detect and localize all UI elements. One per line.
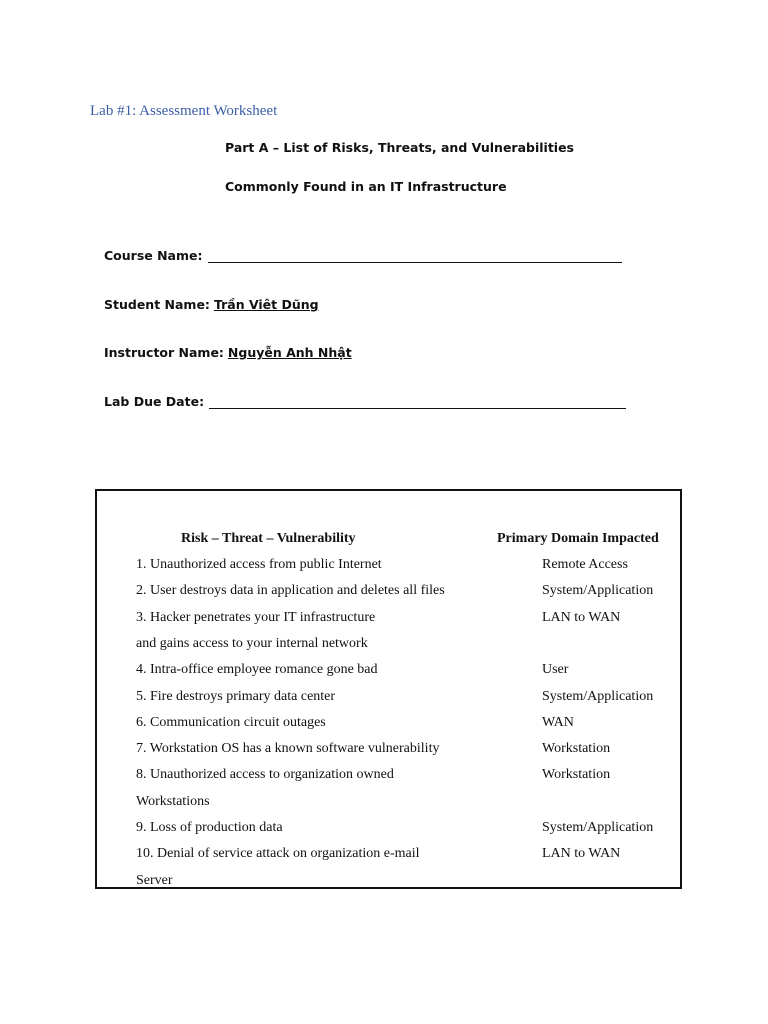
lab-due-date-field xyxy=(104,394,626,409)
part-heading-line1: Part A – List of Risks, Threats, and Vulnerabilities xyxy=(225,140,574,155)
course-name-label: Course Name: xyxy=(104,248,203,263)
domain-cell: System/Application xyxy=(542,688,654,704)
domain-cell: LAN to WAN xyxy=(542,609,621,625)
student-name-field xyxy=(104,297,319,312)
domain-cell: Workstation xyxy=(542,741,611,757)
risk-cell: 10. Denial of service attack on organization e-mail xyxy=(136,846,420,862)
part-heading-line2: Commonly Found in an IT Infrastructure xyxy=(225,179,507,194)
risk-cell: Server xyxy=(136,872,173,888)
course-name-field xyxy=(104,248,622,263)
instructor-name-label: Instructor Name: xyxy=(104,345,224,360)
risk-cell: 8. Unauthorized access to organization owned xyxy=(136,767,394,783)
risk-cell: 9. Loss of production data xyxy=(136,820,283,835)
risk-cell: 2. User destroys data in application and deletes all files xyxy=(136,583,445,599)
domain-cell: Remote Access xyxy=(542,557,628,572)
domain-cell: Workstation xyxy=(542,767,611,783)
risk-cell: and gains access to your internal network xyxy=(136,635,368,651)
domain-cell: LAN to WAN xyxy=(542,846,621,862)
instructor-name-value: Nguyễn Anh Nhật xyxy=(227,345,352,360)
domain-cell: System/Application xyxy=(542,820,654,835)
course-name-blank-line xyxy=(208,248,622,263)
risk-cell: 4. Intra-office employee romance gone bad xyxy=(136,662,378,678)
risk-cell: 3. Hacker penetrates your IT infrastructure xyxy=(136,609,376,625)
domain-cell: User xyxy=(542,662,569,678)
domain-cell: WAN xyxy=(542,714,574,730)
lab-title: Lab #1: Assessment Worksheet xyxy=(90,103,278,119)
risk-threat-vulnerability-table xyxy=(95,489,682,889)
lab-due-date-blank-line xyxy=(209,394,626,409)
risk-cell: 7. Workstation OS has a known software vulnerability xyxy=(136,741,440,757)
student-name-label: Student Name: xyxy=(104,297,210,312)
domain-cell: System/Application xyxy=(542,583,654,599)
risk-cell: 1. Unauthorized access from public Internet xyxy=(136,557,382,572)
risk-cell: 5. Fire destroys primary data center xyxy=(136,688,336,704)
instructor-name-field xyxy=(104,345,352,360)
domain-column-header: Primary Domain Impacted xyxy=(497,531,659,546)
risk-column-header: Risk – Threat – Vulnerability xyxy=(181,531,356,546)
student-name-value: Trần Viêt Dũng xyxy=(213,297,319,312)
risk-cell: 6. Communication circuit outages xyxy=(136,714,326,730)
lab-due-date-label: Lab Due Date: xyxy=(104,394,205,409)
risk-cell: Workstations xyxy=(136,793,210,809)
